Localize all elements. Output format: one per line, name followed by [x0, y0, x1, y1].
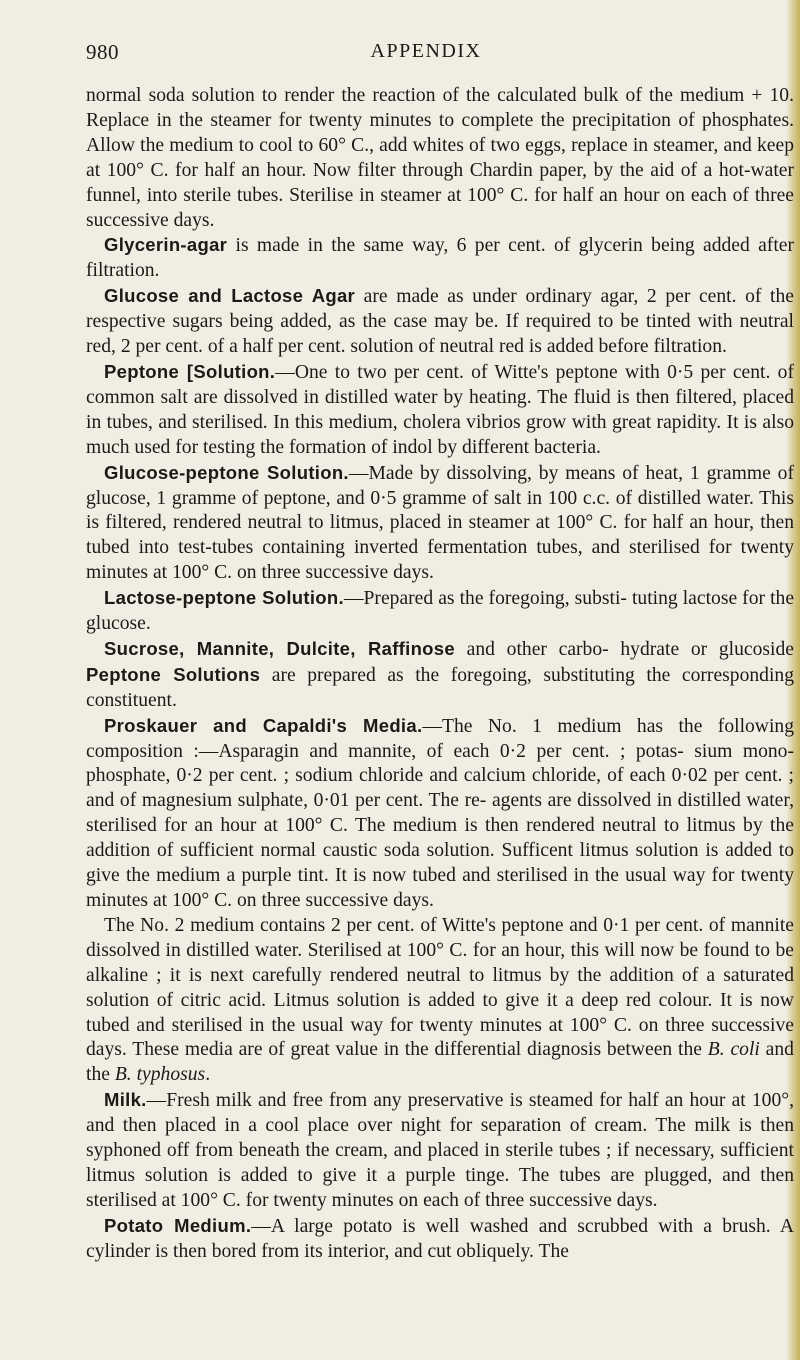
section-term: Lactose-peptone Solution.: [104, 587, 344, 609]
species-name: B. coli: [707, 1039, 760, 1061]
body-text: [86, 84, 794, 1265]
section-term: Glycerin-agar: [104, 234, 228, 256]
running-head: APPENDIX: [370, 40, 482, 62]
section-term: Peptone [Solution.: [104, 360, 276, 382]
species-name: B. typhosus: [114, 1064, 206, 1086]
paragraph-glucose-peptone: Glucose-peptone Solution.—Made by dissolving, by means of heat, 1 gramme of glucose, 1 gramme of peptone, and 0·5 gramme of salt in 100 c.c. of distilled water. This is filtered, rendered neutral to litmus, placed in steamer at 100° C. for half an hour, then tubed into test-tubes containing inverted fermentation tubes, and sterilised for twenty minutes at 100° C. on three successive days.: [86, 461, 794, 584]
section-term: Potato Medium.: [104, 1214, 252, 1236]
paragraph-continuation: normal soda solution to render the reaction of the calculated bulk of the medium + 10. Replace in the steamer for twenty minutes to complete the precipitation of phosphates. Allow the medium to cool to 60° C., add whites of two eggs, replace in steamer, and keep at 100° C. for half an hour. Now filter through Chardin paper, by the aid of a hot-water funnel, into sterile tubes. Sterilise in steamer at 100° C. for half an hour on each of three successive days.: [86, 85, 794, 231]
paragraph-glucose-lactose-agar: Glucose and Lactose Agar are made as under ordinary agar, 2 per cent. of the respective sugars being added, as the case may be. If required to be tinted with neutral red, 2 per cent. of a half per cent. solution of neutral red is added before filtration.: [86, 285, 794, 358]
section-term: Sucrose, Mannite, Dulcite, Raffinose: [104, 637, 455, 659]
section-term: Milk.: [104, 1089, 147, 1111]
section-term: Peptone Solutions: [86, 663, 261, 685]
section-term: Glucose and Lactose Agar: [104, 285, 356, 307]
paragraph-proskauer-capaldi: Proskauer and Capaldi's Media.—The No. 1 medium has the following composition :—Asparagin and mannite, of each 0·2 per cent. ; potas- sium mono-phosphate, 0·2 per cent. ; sodium chloride and calcium chloride, of each 0·02 per cent. ; and of magnesium sulphate, 0·01 per cent. The re- agents are dissolved in distilled water, sterilised for an hour at 100° C. The medium is then rendered neutral to litmus by the addition of sufficient normal caustic soda solution. Sufficent litmus solution is added to give the medium a purple tint. It is now tubed and sterilised in the usual way for twenty minutes at 100° C. on three successive days.: [86, 714, 794, 911]
section-term: Proskauer and Capaldi's Media.: [104, 714, 423, 736]
paragraph-peptone-solution: Peptone [Solution.—One to two per cent. of Witte's peptone with 0·5 per cent. of common salt are dissolved in distilled water by heating. The fluid is then filtered, placed in tubes, and sterilised. In this medium, cholera vibrios grow with great rapidity. It is also much used for testing the formation of indol by different bacteria.: [86, 360, 794, 458]
paragraph-no2-medium: The No. 2 medium contains 2 per cent. of Witte's peptone and 0·1 per cent. of mannite dissolved in distilled water. Sterilised at 100° C. for an hour, this will now be found to be alkaline ; it is next carefully rendered neutral to litmus by the addition of a saturated solution of citric acid. Litmus solution is added to give it a deep red colour. It is now tubed and sterilised in the usual way for twenty minutes at 100° C. on three successive days. These media are of great value in the differential diagnosis between the B. coli and the B. typhosus.: [86, 914, 794, 1086]
page-number: 980: [86, 40, 119, 64]
section-term: Glucose-peptone Solution.: [104, 461, 349, 483]
paragraph-milk: Milk.—Fresh milk and free from any preservative is steamed for half an hour at 100°, and then placed in a cool place over night for separation of cream. The milk is then syphoned off from beneath the cream, and placed in sterile tubes ; if necessary, sufficient litmus solution is added to give it a purple tinge. The tubes are plugged, and then sterilised at 100° C. for twenty minutes on each of three successive days.: [86, 1089, 794, 1211]
page-header: [86, 36, 726, 70]
paragraph-potato-medium: Potato Medium.—A large potato is well washed and scrubbed with a brush. A cylinder is then bored from its interior, and cut obliquely. The: [86, 1214, 794, 1262]
paragraph-lactose-peptone: Lactose-peptone Solution.—Prepared as the foregoing, substi- tuting lactose for the glucose.: [86, 587, 795, 635]
paragraph-sugar-solutions: Sucrose, Mannite, Dulcite, Raffinose and other carbo- hydrate or glucoside Peptone Solutions are prepared as the foregoing, substituting the corresponding constituent.: [86, 637, 794, 711]
paragraph-glycerin-agar: Glycerin-agar is made in the same way, 6 per cent. of glycerin being added after filtration.: [86, 234, 794, 282]
